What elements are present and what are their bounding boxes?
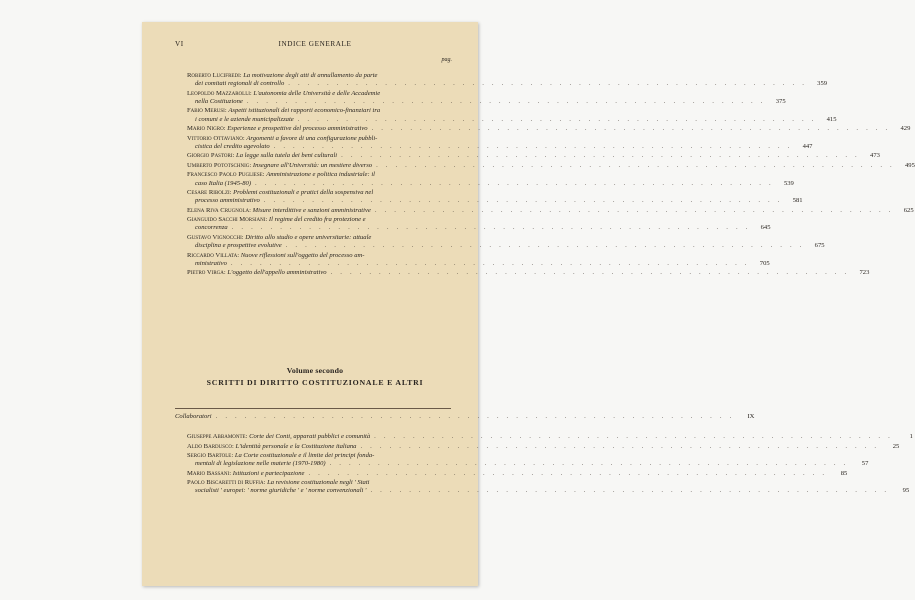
volume-title: SCRITTI DI DIRITTO COSTITUZIONALE E ALTRI [206, 378, 424, 387]
entry-title: Esperienze e prospettive del processo amministrativo [227, 125, 368, 133]
entry-title: La Corte costituzionale e il limite dei principi fonda- [234, 452, 375, 459]
leader-dots: . . . . . . . . . . . . . . . . . . . . . . . . . . . . . . . . . . . . . . . . . . . . . . . . . . . . . . [273, 142, 793, 150]
entry-line [187, 234, 455, 242]
leader-dots: . . . . . . . . . . . . . . . . . . . . . . . . . . . . . . . . . . . . . . . . . . . . . . . . . . . . . . [370, 487, 890, 495]
entry-title: La motivazione degli atti di annullamento da parte [243, 72, 378, 79]
entry-line [187, 171, 455, 179]
entry-title: Il regime del credito fra protezione e [268, 216, 366, 224]
toc-entry [187, 433, 913, 441]
collaboratori-title: Collaboratori [175, 413, 212, 420]
toc-entry [187, 442, 900, 451]
entry-title: La revisione costituzionale negli ' Stati [267, 479, 370, 487]
entry-title: L'identità personale e la Costituzione italiana [235, 442, 357, 450]
leader-dots: . . . . . . . . . . . . . . . . . . . . . . . . . . . . . . . . . . . . . . . . . . . . . . . . . . . . . . [230, 259, 750, 267]
toc-entry: Collaboratori . . . . . . . . . . . . . . . . . . . . . . . . . . . . . . . . . . . . . . . . . . . . . . . . . . . . . . IX [175, 413, 755, 420]
entry-line [187, 125, 911, 133]
toc-entry [187, 171, 794, 187]
entry-line [187, 442, 900, 451]
entry-page: 95 [902, 487, 910, 495]
leader-dots: . . . . . . . . . . . . . . . . . . . . . . . . . . . . . . . . . . . . . . . . . . . . . . . . . . . . . . [308, 469, 828, 477]
entry-line [187, 107, 455, 115]
entry-line [187, 179, 794, 188]
entry-title-cont: dei comitati regionali di controllo [195, 80, 285, 88]
leader-dots: . . . . . . . . . . . . . . . . . . . . . . . . . . . . . . . . . . . . . . . . . . . . . . . . . . . . . . [297, 115, 817, 123]
entry-title: Aspetti istituzionali dei rapporti economico-finanziari tra [228, 107, 381, 115]
entry-page: 723 [859, 269, 870, 277]
leader-dots: . . . . . . . . . . . . . . . . . . . . . . . . . . . . . . . . . . . . . . . . . . . . . . . . . . . . . . [231, 224, 751, 232]
running-title: INDICE GENERALE [278, 40, 352, 48]
entry-line [187, 479, 455, 487]
entry-title-cont: i comuni e le aziende municipalizzate [195, 115, 294, 123]
toc-entry [187, 469, 848, 478]
entry-page: 705 [759, 259, 770, 267]
entry-author: Giuseppe Abbamonte: [187, 433, 248, 440]
entry-title-cont: cistica del credito agevolato [195, 142, 270, 150]
entry-author: Riccardo Villata: [187, 251, 240, 259]
entry-text [187, 433, 370, 441]
entry-title: Amministrazione e politica industriale: il [266, 171, 375, 179]
entry-page: 495 [905, 161, 915, 169]
entry-page: 57 [861, 460, 869, 468]
entry-title: L'autonomia delle Università e delle Accademie [253, 89, 381, 97]
toc-entry [187, 189, 803, 205]
entry-author: Pietro Virga: [187, 269, 226, 277]
entry-title: La legge sulla tutela dei beni culturali [236, 152, 338, 160]
entry-title-cont: nella Costituzione [195, 97, 243, 105]
entry-line [187, 161, 915, 170]
leader-dots: . . . . . . . . . . . . . . . . . . . . . . . . . . . . . . . . . . . . . . . . . . . . . . . . . . . . . . [330, 269, 850, 277]
entry-line [187, 259, 770, 268]
entry-line [187, 206, 914, 215]
toc-volume-one [187, 72, 915, 279]
leader-dots: . . . . . . . . . . . . . . . . . . . . . . . . . . . . . . . . . . . . . . . . . . . . . . . . . . . . . . [288, 80, 808, 88]
entry-author: Leopoldo Mazzarolli: [187, 89, 252, 97]
toc-entry [187, 452, 869, 468]
entry-title-cont: mentali di legislazione nelle materie (1970-1980) [195, 460, 326, 468]
entry-line [187, 433, 913, 441]
toc-volume-two [187, 433, 913, 497]
entry-line [187, 269, 870, 277]
entry-line [187, 242, 825, 250]
entry-author: Fabio Merusi: [187, 107, 227, 115]
entry-author: Sergio Bartole: [187, 452, 234, 459]
entry-line [187, 97, 786, 106]
entry-title: Problemi costituzionali e pratici della sospensiva nel [233, 189, 374, 197]
entry-page: 645 [760, 224, 771, 232]
entry-line [187, 72, 455, 80]
entry-line [187, 252, 455, 260]
entry-author: Cesare Ribolzi: [187, 189, 232, 197]
entry-line [187, 452, 455, 460]
entry-title: L'oggetto dell'appello amministrativo [227, 269, 327, 277]
entry-text [187, 125, 368, 133]
entry-line [187, 460, 869, 468]
page-number: VI [175, 40, 184, 48]
entry-title-cont: socialisti ' europei: ' norme giuridiche ' e ' norme convenzionali ' [195, 487, 367, 495]
entry-text [187, 443, 356, 451]
entry-title: Istituzioni e partecipazione [232, 469, 305, 477]
entry-page: 581 [792, 197, 803, 205]
entry-page: 1 [909, 433, 913, 440]
entry-line [187, 115, 837, 124]
entry-page: 447 [802, 142, 813, 150]
entry-line [187, 135, 455, 143]
leader-dots: . . . . . . . . . . . . . . . . . . . . . . . . . . . . . . . . . . . . . . . . . . . . . . . . . . . . . . [374, 433, 893, 440]
toc-entry [187, 161, 915, 170]
toc-entry [187, 269, 870, 277]
entry-title-cont: concorrenza [195, 224, 228, 232]
toc-entry [187, 134, 813, 151]
entry-author: Giorgio Pastori: [187, 152, 235, 160]
entry-title-cont: processo amministrativo [195, 197, 260, 205]
entry-page: 473 [870, 152, 880, 160]
entry-author: Mario Nigro: [187, 125, 226, 133]
leader-dots: . . . . . . . . . . . . . . . . . . . . . . . . . . . . . . . . . . . . . . . . . . . . . . . . . . . . . . [376, 161, 895, 169]
toc-entry [187, 89, 786, 106]
entry-line [187, 224, 771, 232]
entry-author: Gustavo Vignocchi: [187, 233, 244, 241]
toc-entry [187, 251, 770, 268]
entry-title: Corte dei Conti, apparati pubblici e comunità [249, 433, 371, 440]
leader-dots: . . . . . . . . . . . . . . . . . . . . . . . . . . . . . . . . . . . . . . . . . . . . . . . . . . . . . . [371, 125, 891, 133]
entry-author: Umberto Pototschnig: [187, 161, 252, 169]
entry-line [187, 90, 455, 98]
leader-dots: . . . . . . . . . . . . . . . . . . . . . . . . . . . . . . . . . . . . . . . . . . . . . . . . . . . . . . [246, 97, 766, 105]
entry-title-cont: ministrativo [195, 259, 227, 267]
toc-entry [187, 107, 837, 123]
entry-author: Elena Riva Crugnola: [187, 206, 251, 214]
entry-page: 375 [775, 97, 786, 105]
entry-author: Roberto Lucifredi: [187, 72, 242, 79]
entry-author: Mario Bassani: [187, 469, 232, 477]
entry-line [187, 189, 455, 197]
leader-dots: . . . . . . . . . . . . . . . . . . . . . . . . . . . . . . . . . . . . . . . . . . . . . . . . . . . . . . [329, 460, 849, 468]
entry-text [187, 162, 372, 170]
toc-entry [187, 479, 910, 495]
toc-collaboratori [175, 413, 755, 421]
entry-title-cont: caso Italia (1945-80) [195, 179, 252, 187]
leader-dots: . . . . . . . . . . . . . . . . . . . . . . . . . . . . . . . . . . . . . . . . . . . . . . . . . . . . . . [374, 206, 894, 214]
entry-text [187, 470, 304, 478]
leader-dots: . . . . . . . . . . . . . . . . . . . . . . . . . . . . . . . . . . . . . . . . . . . . . . . . . . . . . . [285, 242, 805, 250]
entry-title: Diritto allo studio e opere universitarie: attuale [245, 233, 372, 241]
book-page [142, 22, 915, 586]
toc-entry [187, 125, 911, 133]
toc-entry [187, 152, 880, 160]
entry-page: 25 [892, 442, 900, 450]
entry-page: 415 [826, 115, 837, 123]
entry-text [187, 207, 371, 215]
entry-text [187, 152, 337, 160]
entry-page: 675 [814, 242, 825, 250]
toc-entry [187, 216, 771, 232]
entry-page: IX [747, 413, 755, 420]
entry-line [187, 152, 880, 160]
entry-page: 539 [783, 179, 794, 187]
entry-author: Aldo Bardusco: [187, 442, 234, 450]
pag-label: pag. [441, 57, 452, 63]
entry-title: Misure interdittive e sanzioni amministrative [252, 206, 371, 214]
entry-line [187, 142, 813, 151]
entry-author: Francesco Paolo Pugliese: [187, 171, 265, 179]
entry-title: Argomenti a favore di una configurazione pubbli- [246, 134, 378, 142]
entry-line [187, 487, 910, 495]
entry-author: Paolo Biscaretti di Ruffia: [187, 479, 266, 487]
entry-page: 85 [840, 469, 848, 477]
entry-author: Vittorio Ottaviano: [187, 134, 245, 142]
entry-page: 429 [900, 125, 911, 133]
entry-author: Gianguido Sacchi Morsiani: [187, 216, 268, 224]
entry-title: Insegnare all'Università: un mestiere diverso [252, 161, 373, 169]
toc-entry [187, 72, 828, 88]
toc-entry [187, 233, 825, 250]
entry-line [187, 80, 828, 88]
entry-title-cont: disciplina e prospettive evolutive [195, 242, 282, 250]
leader-dots: . . . . . . . . . . . . . . . . . . . . . . . . . . . . . . . . . . . . . . . . . . . . . . . . . . . . . . [341, 152, 860, 160]
leader-dots: . . . . . . . . . . . . . . . . . . . . . . . . . . . . . . . . . . . . . . . . . . . . . . . . . . . . . . [263, 197, 783, 205]
leader-dots: . . . . . . . . . . . . . . . . . . . . . . . . . . . . . . . . . . . . . . . . . . . . . . . . . . . . . . [255, 179, 774, 187]
entry-page: 625 [903, 206, 914, 214]
divider-rule [175, 408, 451, 409]
entry-line [187, 197, 803, 205]
entry-line [187, 469, 848, 478]
leader-dots: . . . . . . . . . . . . . . . . . . . . . . . . . . . . . . . . . . . . . . . . . . . . . . . . . . . . . . [360, 442, 880, 450]
entry-text [187, 269, 327, 277]
toc-entry [187, 206, 914, 215]
volume-two-heading [175, 366, 455, 387]
entry-title: Nuove riflessioni sull'oggetto del processo am- [240, 251, 365, 259]
volume-label: Volume secondo [286, 366, 344, 375]
entry-line [187, 216, 455, 224]
entry-page: 359 [817, 80, 828, 88]
